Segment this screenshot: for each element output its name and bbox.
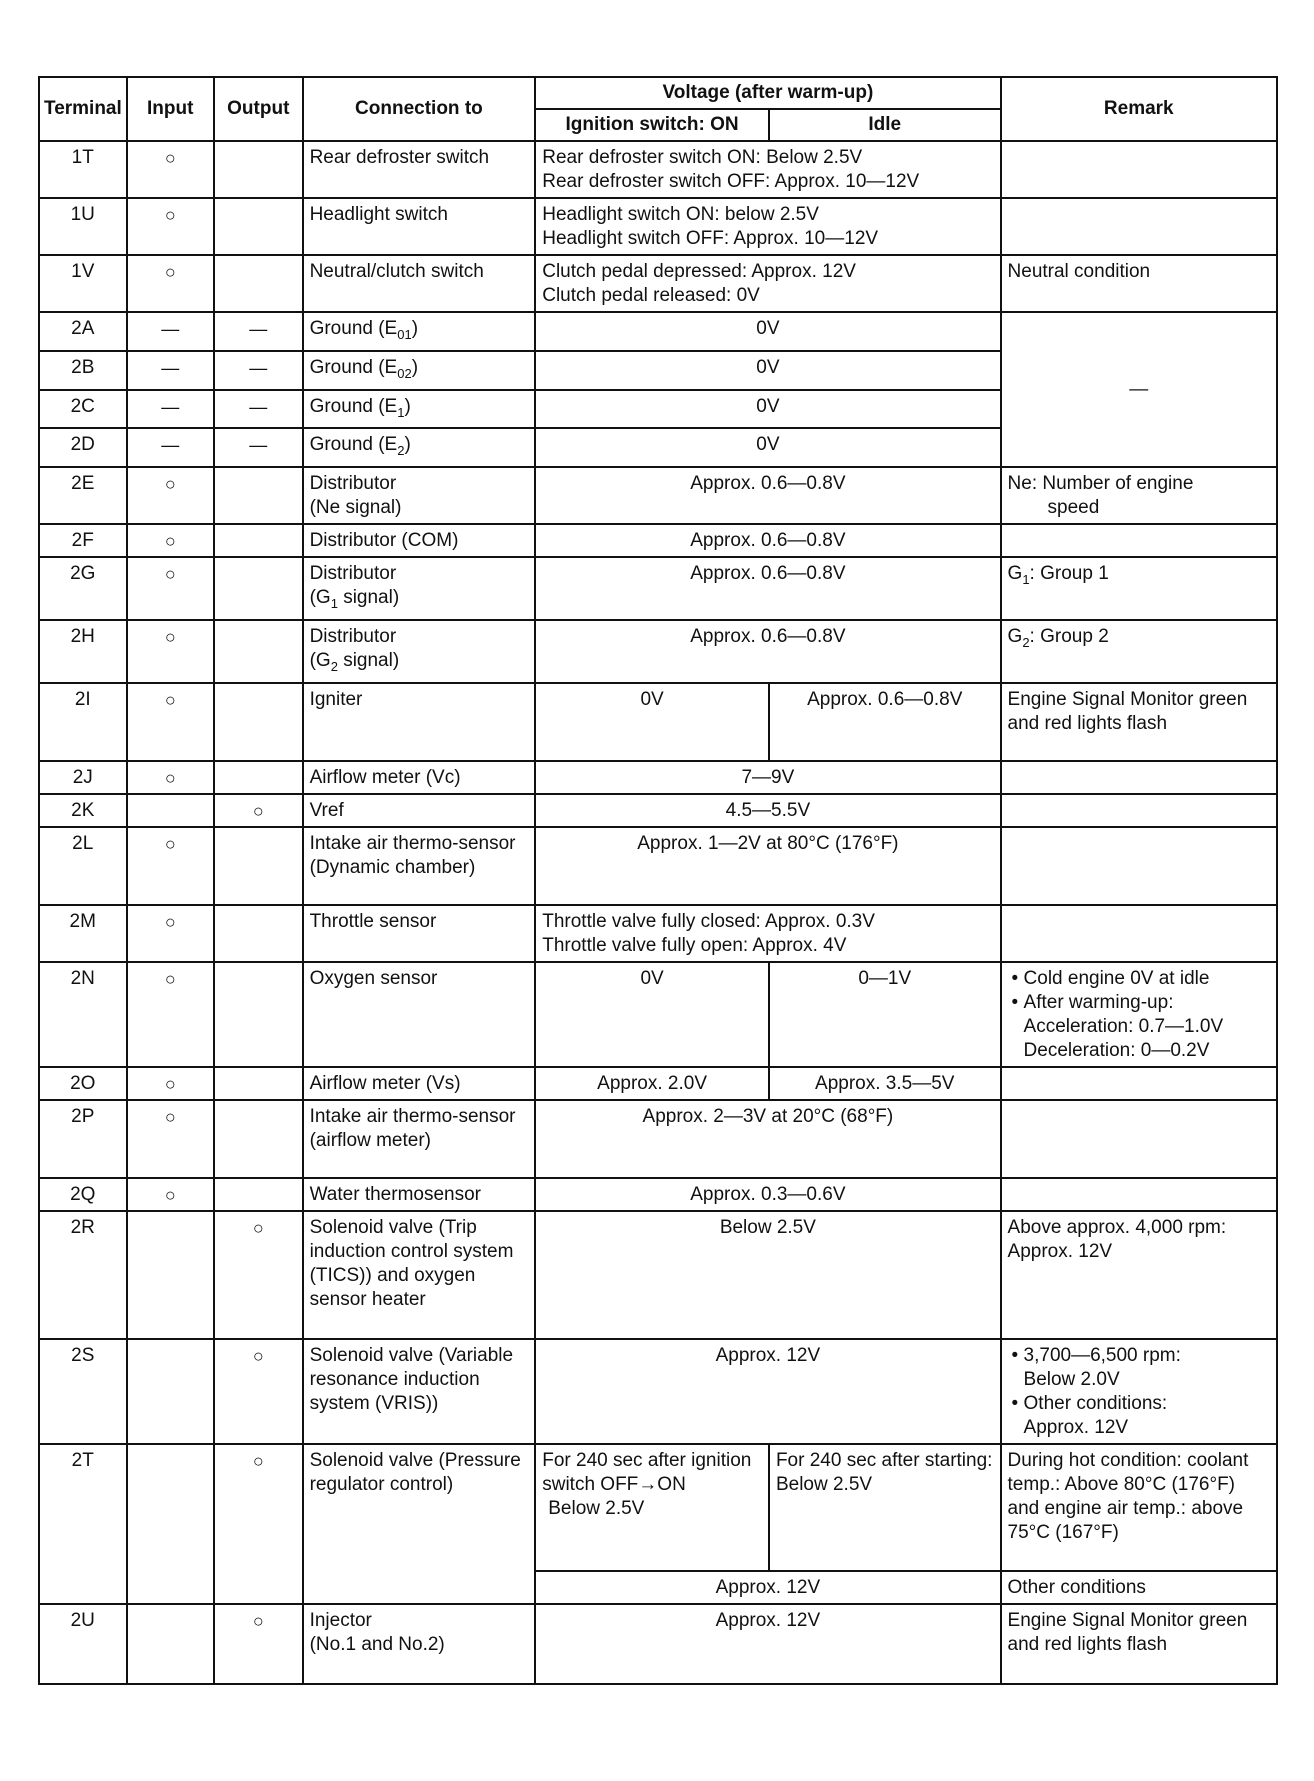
header-voltage: Voltage (after warm-up) <box>535 77 1000 109</box>
table-row <box>39 1444 1277 1571</box>
voltage-cell: 0V <box>535 312 1000 351</box>
voltage-idle-cell: For 240 sec after starting: Below 2.5V <box>769 1444 1001 1571</box>
table-row <box>39 1604 1277 1684</box>
output-mark: — <box>214 312 303 351</box>
remark-line: speed <box>1047 497 1100 519</box>
input-mark: — <box>127 390 215 429</box>
input-mark <box>127 1211 215 1339</box>
connection-cell <box>303 351 536 390</box>
remark-bullet-list <box>1010 967 1270 1015</box>
terminal-cell: 2C <box>39 390 127 429</box>
table-row <box>39 557 1277 620</box>
output-mark: ○ <box>214 794 303 827</box>
input-mark: ○ <box>127 827 215 905</box>
remark-cell: Neutral condition <box>1001 255 1277 312</box>
voltage-cell: Approx. 0.6—0.8V <box>535 524 1000 557</box>
input-mark: ○ <box>127 1067 215 1100</box>
output-mark: — <box>214 390 303 429</box>
table-row <box>39 312 1277 351</box>
connection-subscript: 02 <box>397 365 412 381</box>
remark-cell <box>1001 467 1277 524</box>
voltage-line: Rear defroster switch OFF: Approx. 10—12V <box>542 171 920 192</box>
output-mark <box>214 1178 303 1211</box>
terminal-cell: 2J <box>39 761 127 794</box>
remark-cell <box>1001 557 1277 620</box>
terminal-cell: 2U <box>39 1604 127 1684</box>
input-mark: ○ <box>127 255 215 312</box>
voltage-line: Clutch pedal released: 0V <box>542 285 760 306</box>
voltage-cell: 0V <box>535 351 1000 390</box>
terminal-cell: 2N <box>39 962 127 1067</box>
input-mark: ○ <box>127 962 215 1067</box>
connection-text: signal) <box>337 649 400 671</box>
header-remark: Remark <box>1001 77 1277 141</box>
connection-cell: Neutral/clutch switch <box>303 255 536 312</box>
voltage-line: For 240 sec after ignition switch OFF→ON <box>542 1449 752 1495</box>
header-output: Output <box>214 77 303 141</box>
remark-cell <box>1001 905 1277 962</box>
voltage-idle-cell: 0—1V <box>769 962 1001 1067</box>
input-mark: ○ <box>127 198 215 255</box>
header-terminal: Terminal <box>39 77 127 141</box>
connection-cell: Solenoid valve (Pressure regulator control) <box>303 1444 536 1604</box>
output-mark: ○ <box>214 1211 303 1339</box>
input-mark <box>127 1444 215 1604</box>
connection-cell: Headlight switch <box>303 198 536 255</box>
voltage-line: Headlight switch OFF: Approx. 10—12V <box>542 228 879 249</box>
terminal-voltage-table <box>38 76 1278 1685</box>
connection-cell <box>303 557 536 620</box>
remark-cell <box>1001 198 1277 255</box>
output-mark: ○ <box>214 1444 303 1604</box>
connection-cell: Throttle sensor <box>303 905 536 962</box>
remark-bullet: • After warming-up: <box>1010 991 1270 1015</box>
voltage-cell: 4.5—5.5V <box>535 794 1000 827</box>
connection-cell <box>303 467 536 524</box>
remark-subscript: 1 <box>1022 571 1030 587</box>
terminal-cell: 2M <box>39 905 127 962</box>
connection-text: ) <box>404 395 411 417</box>
header-idle: Idle <box>769 109 1001 141</box>
voltage-line: Throttle valve fully open: Approx. 4V <box>542 934 847 956</box>
output-mark <box>214 557 303 620</box>
table-row <box>39 1339 1277 1444</box>
output-mark: ○ <box>214 1604 303 1684</box>
input-mark: ○ <box>127 761 215 794</box>
input-mark: ○ <box>127 620 215 683</box>
remark-cell <box>1001 1178 1277 1211</box>
remark-cell <box>1001 827 1277 905</box>
input-mark: — <box>127 312 215 351</box>
connection-subscript: 2 <box>330 658 338 674</box>
input-mark: ○ <box>127 683 215 761</box>
connection-text: signal) <box>337 587 400 609</box>
remark-bullet: • Other conditions: <box>1010 1392 1270 1416</box>
voltage-cell: Below 2.5V <box>535 1211 1000 1339</box>
remark-cell <box>1001 1067 1277 1100</box>
input-mark: ○ <box>127 467 215 524</box>
remark-bullet-list <box>1010 1344 1270 1368</box>
voltage-cell: Approx. 0.3—0.6V <box>535 1178 1000 1211</box>
table-row <box>39 761 1277 794</box>
voltage-cell: Approx. 0.6—0.8V <box>535 620 1000 683</box>
output-mark <box>214 255 303 312</box>
remark-cell: Above approx. 4,000 rpm: Approx. 12V <box>1001 1211 1277 1339</box>
terminal-cell: 2S <box>39 1339 127 1444</box>
voltage-line: Rear defroster switch ON: Below 2.5V <box>542 147 863 168</box>
output-mark <box>214 827 303 905</box>
voltage-cell: Approx. 0.6—0.8V <box>535 557 1000 620</box>
terminal-cell: 1T <box>39 141 127 198</box>
terminal-cell: 2E <box>39 467 127 524</box>
connection-line: (No.1 and No.2) <box>309 1633 445 1655</box>
output-mark: — <box>214 351 303 390</box>
output-mark <box>214 198 303 255</box>
input-mark: — <box>127 428 215 467</box>
remark-text: G <box>1007 563 1023 585</box>
input-mark: ○ <box>127 557 215 620</box>
connection-cell <box>303 1604 536 1684</box>
connection-text: (G <box>309 649 331 671</box>
header-connection: Connection to <box>303 77 536 141</box>
connection-cell: Airflow meter (Vc) <box>303 761 536 794</box>
voltage-line: Throttle valve fully closed: Approx. 0.3V <box>542 910 875 932</box>
terminal-cell: 2G <box>39 557 127 620</box>
voltage-line: Clutch pedal depressed: Approx. 12V <box>542 261 856 282</box>
remark-cell <box>1001 794 1277 827</box>
voltage-cell <box>535 198 1000 255</box>
remark-line: Approx. 12V <box>1023 1416 1129 1438</box>
remark-cell: During hot condition: coolant temp.: Above 80°C (176°F) and engine air temp.: above 75°C (167°F) <box>1001 1444 1277 1571</box>
table-row <box>39 467 1277 524</box>
connection-cell: Intake air thermo-sensor (airflow meter) <box>303 1100 536 1178</box>
table-row <box>39 141 1277 198</box>
remark-bullet: • 3,700—6,500 rpm: <box>1010 1344 1270 1368</box>
input-mark <box>127 1604 215 1684</box>
voltage-line: Below 2.5V <box>548 1497 645 1519</box>
input-mark <box>127 794 215 827</box>
connection-cell: Igniter <box>303 683 536 761</box>
terminal-cell: 2L <box>39 827 127 905</box>
voltage-cell: Approx. 12V <box>535 1571 1000 1604</box>
terminal-cell: 2D <box>39 428 127 467</box>
terminal-cell: 2B <box>39 351 127 390</box>
voltage-line: Headlight switch ON: below 2.5V <box>542 204 819 225</box>
terminal-cell: 2K <box>39 794 127 827</box>
remark-cell <box>1001 962 1277 1067</box>
terminal-cell: 1V <box>39 255 127 312</box>
connection-subscript: 1 <box>397 404 405 420</box>
connection-text: Ground (E <box>309 434 398 456</box>
table-row <box>39 794 1277 827</box>
output-mark <box>214 141 303 198</box>
voltage-ignition-on-cell: 0V <box>535 683 769 761</box>
remark-cell <box>1001 620 1277 683</box>
connection-text: ) <box>404 434 411 456</box>
table-row <box>39 255 1277 312</box>
voltage-cell: Approx. 1—2V at 80°C (176°F) <box>535 827 1000 905</box>
remark-cell: — <box>1001 312 1277 467</box>
table-row <box>39 905 1277 962</box>
connection-line: Distributor <box>309 563 397 585</box>
table-row <box>39 1211 1277 1339</box>
terminal-cell: 2P <box>39 1100 127 1178</box>
connection-subscript: 2 <box>397 443 405 459</box>
remark-line: Deceleration: 0—0.2V <box>1023 1039 1210 1061</box>
connection-cell: Water thermosensor <box>303 1178 536 1211</box>
connection-line: Distributor <box>309 625 397 647</box>
table-row <box>39 198 1277 255</box>
remark-text: : Group 1 <box>1029 563 1109 585</box>
terminal-cell: 2Q <box>39 1178 127 1211</box>
remark-line: Ne: Number of engine <box>1007 473 1194 495</box>
connection-cell: Rear defroster switch <box>303 141 536 198</box>
voltage-cell: Approx. 12V <box>535 1339 1000 1444</box>
table-row <box>39 827 1277 905</box>
table-row <box>39 683 1277 761</box>
input-mark <box>127 1339 215 1444</box>
connection-cell: Solenoid valve (Trip induction control system (TICS)) and oxygen sensor heater <box>303 1211 536 1339</box>
table-row <box>39 1178 1277 1211</box>
output-mark: — <box>214 428 303 467</box>
terminal-cell: 1U <box>39 198 127 255</box>
input-mark: ○ <box>127 1178 215 1211</box>
voltage-cell: 7—9V <box>535 761 1000 794</box>
terminal-cell: 2F <box>39 524 127 557</box>
voltage-cell: 0V <box>535 428 1000 467</box>
output-mark <box>214 620 303 683</box>
remark-line: Acceleration: 0.7—1.0V <box>1023 1015 1224 1037</box>
voltage-cell: Approx. 2—3V at 20°C (68°F) <box>535 1100 1000 1178</box>
table-row <box>39 1100 1277 1178</box>
connection-text: Ground (E <box>309 395 398 417</box>
output-mark <box>214 683 303 761</box>
remark-text: : Group 2 <box>1029 625 1109 647</box>
voltage-ignition-on-cell: Approx. 2.0V <box>535 1067 769 1100</box>
connection-cell: Intake air thermo-sensor (Dynamic chamber) <box>303 827 536 905</box>
terminal-cell: 2T <box>39 1444 127 1604</box>
voltage-ignition-on-cell <box>535 1444 769 1571</box>
output-mark: ○ <box>214 1339 303 1444</box>
input-mark: ○ <box>127 1100 215 1178</box>
connection-cell <box>303 620 536 683</box>
connection-line: Injector <box>309 1609 372 1631</box>
connection-line <box>310 586 529 616</box>
voltage-cell <box>535 905 1000 962</box>
output-mark <box>214 1067 303 1100</box>
voltage-cell <box>535 255 1000 312</box>
connection-cell: Distributor (COM) <box>303 524 536 557</box>
header-input: Input <box>127 77 215 141</box>
voltage-cell <box>535 141 1000 198</box>
connection-text: Ground (E <box>309 356 398 378</box>
output-mark <box>214 467 303 524</box>
output-mark <box>214 524 303 557</box>
input-mark: — <box>127 351 215 390</box>
remark-cell <box>1001 1339 1277 1444</box>
remark-cell <box>1001 141 1277 198</box>
remark-cell <box>1001 1100 1277 1178</box>
voltage-idle-cell: Approx. 0.6—0.8V <box>769 683 1001 761</box>
connection-subscript: 1 <box>330 595 338 611</box>
connection-line <box>310 649 529 679</box>
remark-bullet: • Cold engine 0V at idle <box>1010 967 1270 991</box>
remark-bullet-list <box>1010 1392 1270 1416</box>
voltage-cell: 0V <box>535 390 1000 429</box>
remark-line: Below 2.0V <box>1023 1368 1120 1390</box>
table-row <box>39 962 1277 1067</box>
connection-cell: Vref <box>303 794 536 827</box>
connection-line: Distributor <box>309 473 397 495</box>
connection-text: ) <box>411 318 419 339</box>
connection-text: Ground (E <box>309 318 398 339</box>
terminal-cell: 2A <box>39 312 127 351</box>
connection-text: (G <box>309 587 331 609</box>
connection-text: ) <box>411 356 419 378</box>
connection-cell <box>303 312 536 351</box>
connection-subscript: 01 <box>397 326 412 342</box>
connection-cell <box>303 428 536 467</box>
terminal-cell: 2O <box>39 1067 127 1100</box>
remark-cell: Engine Signal Monitor green and red lights flash <box>1001 1604 1277 1684</box>
input-mark: ○ <box>127 141 215 198</box>
terminal-cell: 2I <box>39 683 127 761</box>
connection-cell <box>303 390 536 429</box>
header-ignition-on: Ignition switch: ON <box>535 109 769 141</box>
terminal-cell: 2H <box>39 620 127 683</box>
output-mark <box>214 761 303 794</box>
connection-line: (Ne signal) <box>309 497 402 519</box>
output-mark <box>214 1100 303 1178</box>
table-row <box>39 524 1277 557</box>
remark-cell <box>1001 524 1277 557</box>
voltage-ignition-on-cell: 0V <box>535 962 769 1067</box>
input-mark: ○ <box>127 905 215 962</box>
output-mark <box>214 962 303 1067</box>
connection-cell: Oxygen sensor <box>303 962 536 1067</box>
connection-cell: Solenoid valve (Variable resonance induction system (VRIS)) <box>303 1339 536 1444</box>
table-row <box>39 1067 1277 1100</box>
remark-subscript: 2 <box>1022 634 1030 650</box>
input-mark: ○ <box>127 524 215 557</box>
remark-text: G <box>1007 625 1023 647</box>
output-mark <box>214 905 303 962</box>
remark-cell: Other conditions <box>1001 1571 1277 1604</box>
terminal-cell: 2R <box>39 1211 127 1339</box>
remark-cell <box>1001 761 1277 794</box>
voltage-cell: Approx. 12V <box>535 1604 1000 1684</box>
voltage-cell: Approx. 0.6—0.8V <box>535 467 1000 524</box>
voltage-idle-cell: Approx. 3.5—5V <box>769 1067 1001 1100</box>
connection-cell: Airflow meter (Vs) <box>303 1067 536 1100</box>
table-row <box>39 620 1277 683</box>
remark-cell: Engine Signal Monitor green and red lights flash <box>1001 683 1277 761</box>
